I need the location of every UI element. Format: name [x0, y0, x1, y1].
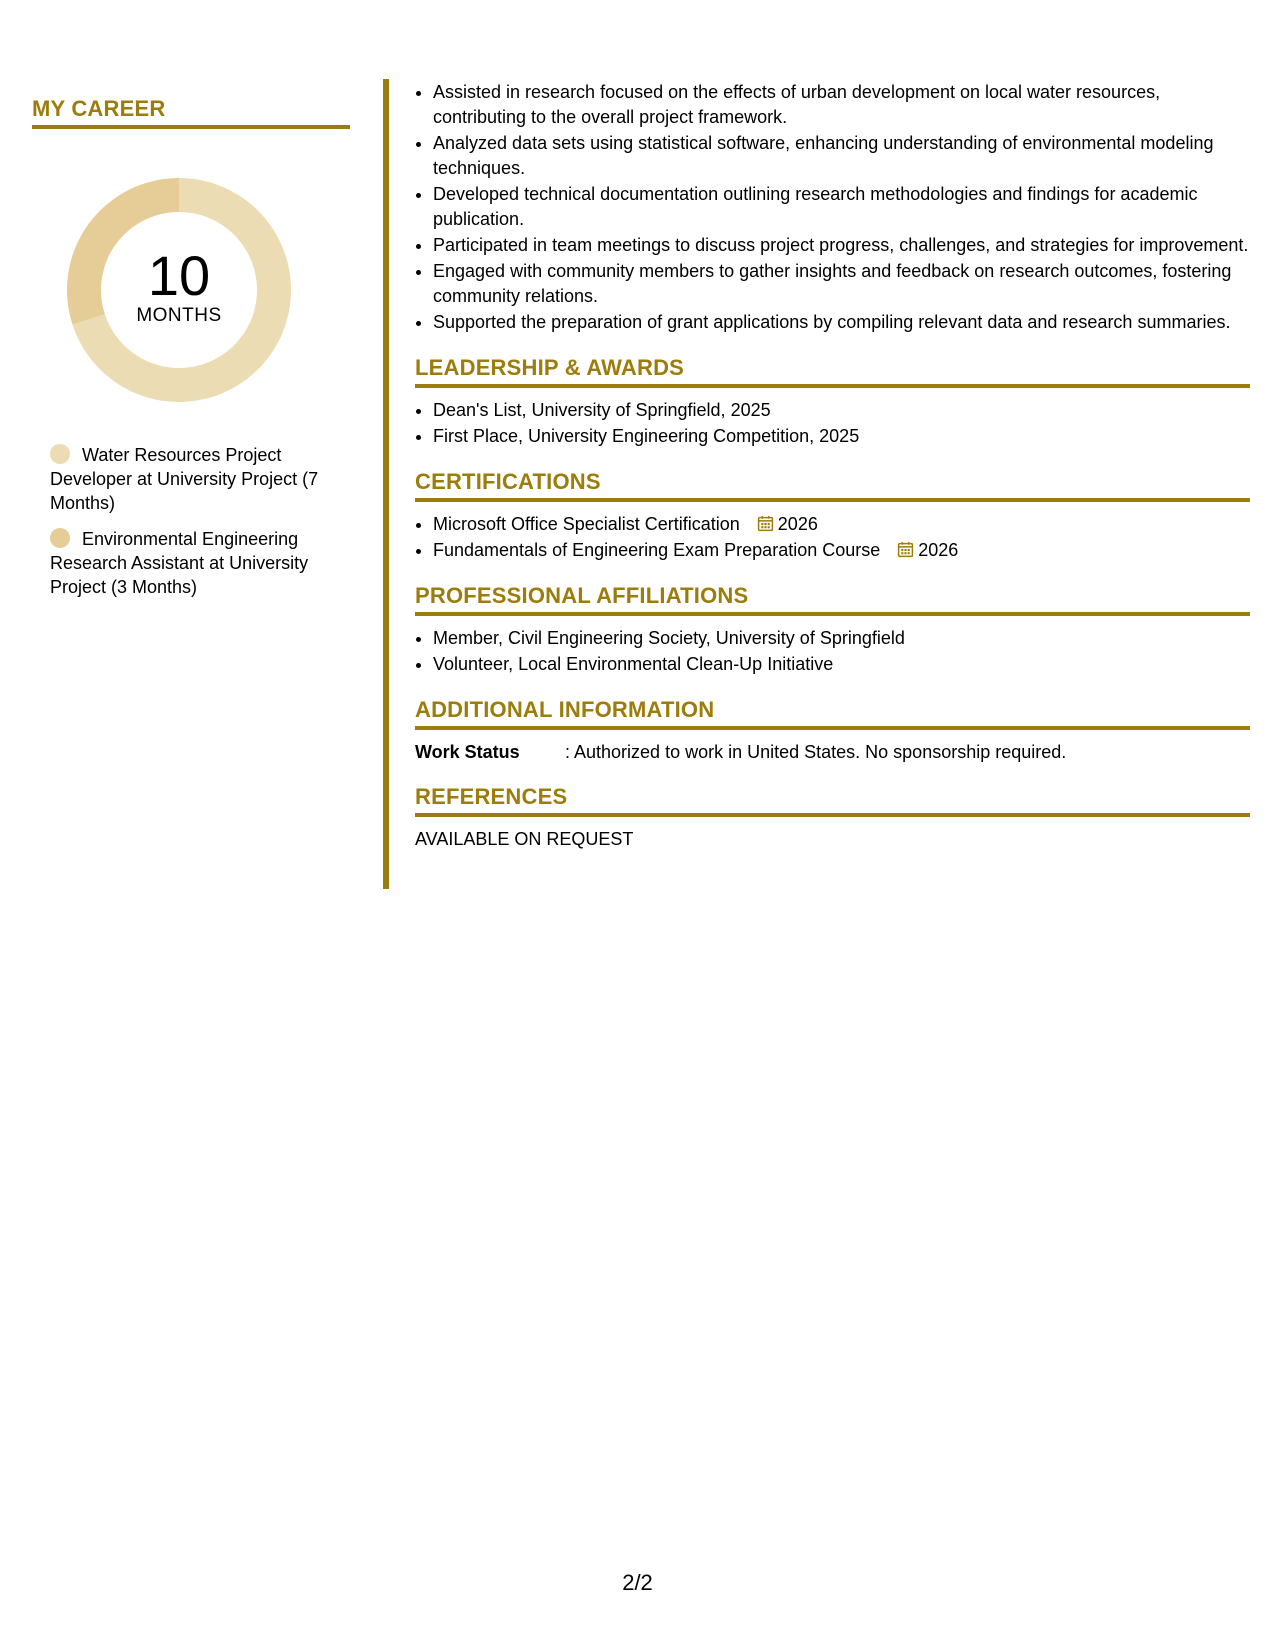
- certifications-title: CERTIFICATIONS: [415, 469, 1250, 502]
- career-legend: [50, 443, 335, 599]
- career-column: [32, 96, 350, 611]
- column-divider: [383, 79, 389, 889]
- additional-info-title: ADDITIONAL INFORMATION: [415, 697, 1250, 730]
- certification-year: 2026: [918, 540, 959, 560]
- affiliations-title: PROFESSIONAL AFFILIATIONS: [415, 583, 1250, 616]
- legend-label: Environmental Engineering Research Assistant at University Project (3 Months): [50, 529, 309, 597]
- certifications-section: [415, 469, 1250, 563]
- list-item: • Participated in team meetings to discuss project progress, challenges, and strategies for improvement.: [433, 233, 1250, 258]
- list-item: • Developed technical documentation outlining research methodologies and findings for academic publication.: [433, 182, 1250, 232]
- legend-label: Water Resources Project Developer at University Project (7 Months): [50, 445, 319, 513]
- certification-date: [757, 514, 818, 534]
- experience-bullets: [415, 80, 1250, 335]
- calendar-icon: [897, 541, 914, 558]
- list-item: [433, 538, 1250, 563]
- work-status-row: [415, 740, 1250, 764]
- references-section: [415, 784, 1250, 851]
- list-item: • Member, Civil Engineering Society, University of Springfield: [433, 626, 1250, 651]
- certification-year: 2026: [777, 514, 818, 534]
- list-item: • Analyzed data sets using statistical software, enhancing understanding of environmental modeling techniques.: [433, 131, 1250, 181]
- list-item: • Dean's List, University of Springfield, 2025: [433, 398, 1250, 423]
- certification-name: Fundamentals of Engineering Exam Preparation Course: [433, 540, 881, 560]
- additional-info-section: [415, 697, 1250, 764]
- work-status-label: Work Status: [415, 742, 520, 762]
- total-months-value: 10: [147, 244, 211, 307]
- list-item: [433, 512, 1250, 537]
- career-title: MY CAREER: [32, 96, 350, 129]
- list-item: • Engaged with community members to gather insights and feedback on research outcomes, fostering community relations.: [433, 259, 1250, 309]
- certifications-list: [415, 512, 1250, 563]
- main-column: [415, 80, 1250, 851]
- leadership-list: [415, 398, 1250, 449]
- list-item: • Supported the preparation of grant applications by compiling relevant data and research summaries.: [433, 310, 1250, 335]
- affiliations-section: [415, 583, 1250, 677]
- references-text: AVAILABLE ON REQUEST: [415, 829, 634, 849]
- calendar-icon: [757, 515, 774, 532]
- work-status-value: : Authorized to work in United States. No sponsorship required.: [565, 742, 1067, 762]
- total-months-unit: MONTHS: [136, 305, 222, 326]
- leadership-title: LEADERSHIP & AWARDS: [415, 355, 1250, 388]
- legend-dot-icon: [50, 444, 70, 464]
- list-item: • Assisted in research focused on the effects of urban development on local water resources, contributing to the overall project framework.: [433, 80, 1250, 130]
- donut-center: [64, 175, 294, 405]
- list-item: • First Place, University Engineering Competition, 2025: [433, 424, 1250, 449]
- list-item: • Volunteer, Local Environmental Clean-Up Initiative: [433, 652, 1250, 677]
- references-title: REFERENCES: [415, 784, 1250, 817]
- legend-item: [50, 527, 335, 599]
- affiliations-list: [415, 626, 1250, 677]
- career-donut-chart: [64, 175, 294, 405]
- legend-dot-icon: [50, 528, 70, 548]
- leadership-section: [415, 355, 1250, 449]
- certification-date: [897, 540, 958, 560]
- certification-name: Microsoft Office Specialist Certification: [433, 514, 740, 534]
- legend-item: [50, 443, 335, 515]
- page-number: 2/2: [622, 1570, 653, 1595]
